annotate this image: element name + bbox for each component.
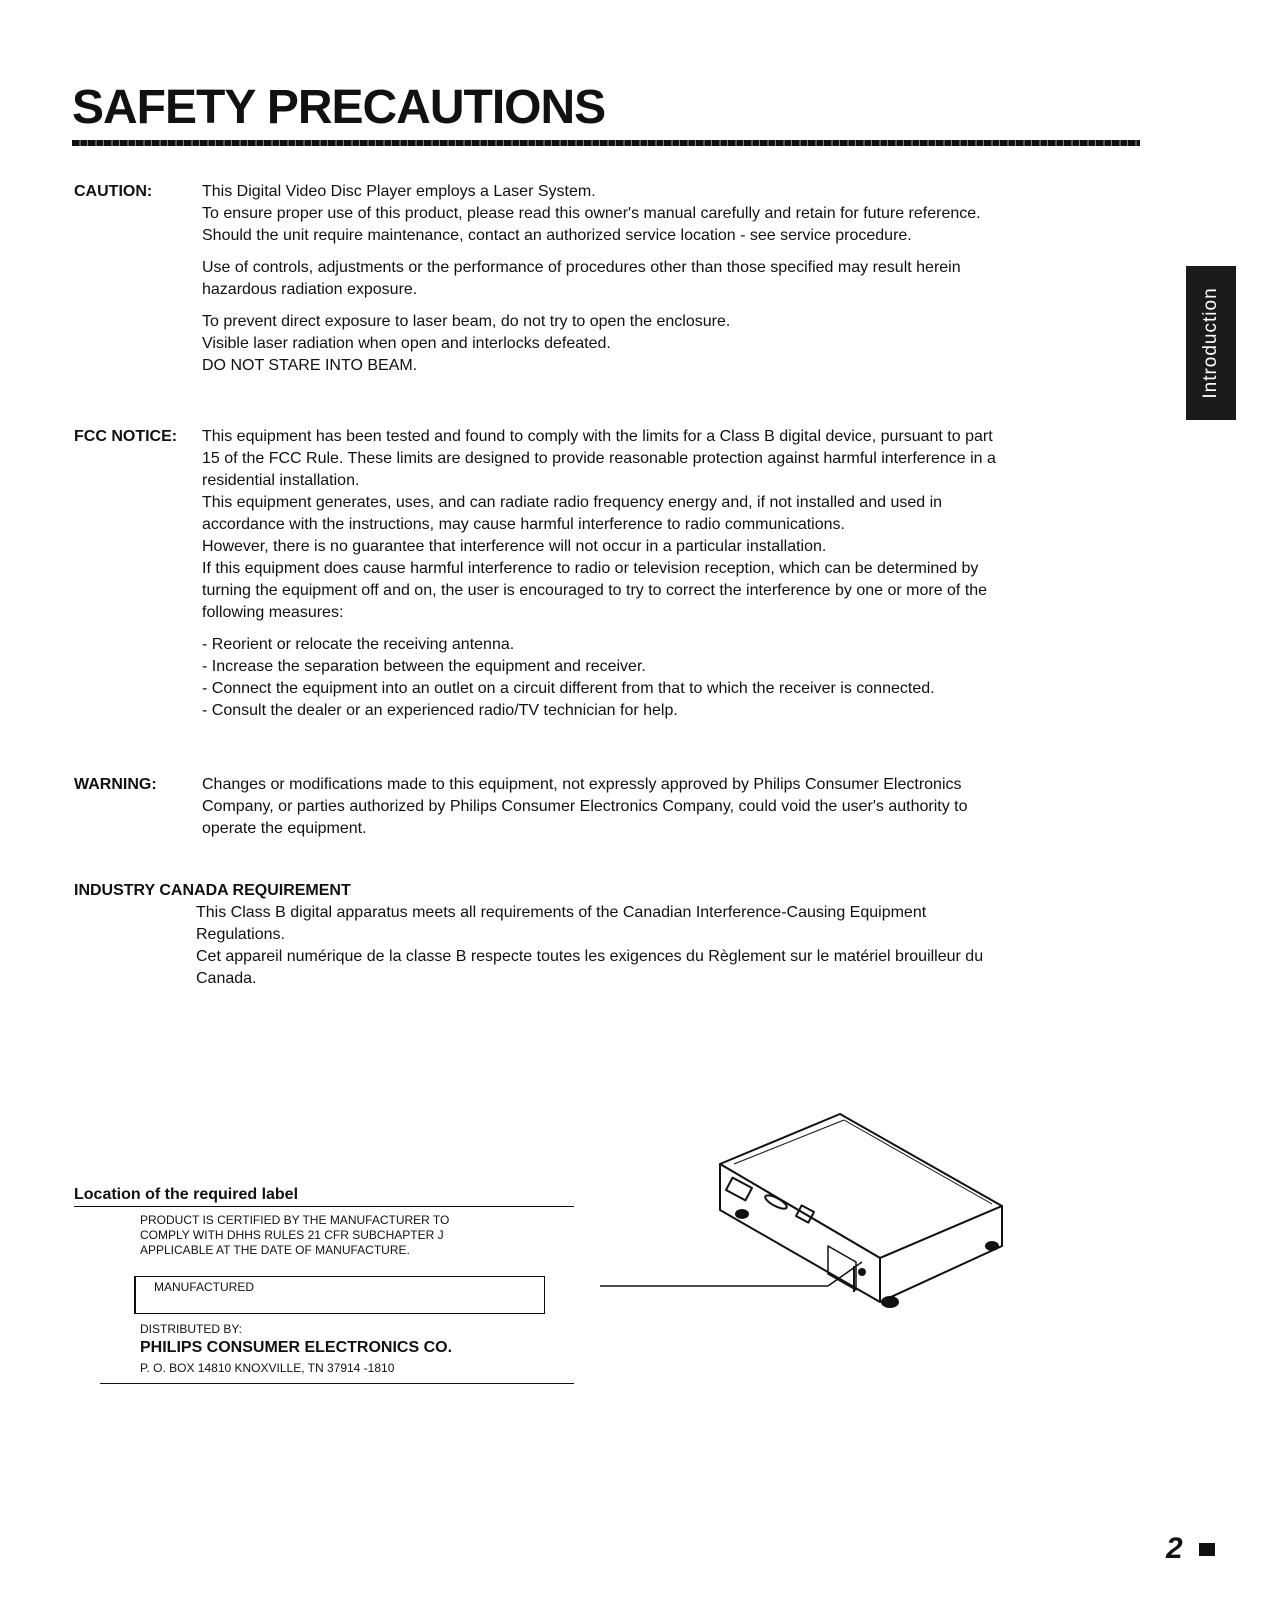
certification-text <box>140 1213 449 1258</box>
text-line: hazardous radiation exposure. <box>202 281 418 298</box>
text-line: This equipment generates, uses, and can radiate radio frequency energy and, if not installed and used in <box>202 494 943 511</box>
text-line: Company, or parties authorized by Philips Consumer Electronics Company, could void the user's authority to <box>202 798 968 815</box>
text-line: 15 of the FCC Rule. These limits are designed to provide reasonable protection against harmful interference in a <box>202 450 996 467</box>
warning-label: WARNING: <box>74 776 157 793</box>
industry-canada-label: INDUSTRY CANADA REQUIREMENT <box>74 882 351 899</box>
text-line: Visible laser radiation when open and interlocks defeated. <box>202 335 611 352</box>
caution-label: CAUTION: <box>74 183 153 200</box>
industry-canada-body <box>196 902 983 1000</box>
text-line: However, there is no guarantee that interference will not occur in a particular installation. <box>202 538 827 555</box>
section-tab-label: Introduction <box>1200 287 1221 399</box>
text-line: Changes or modifications made to this equipment, not expressly approved by Philips Consumer Electronics <box>202 776 962 793</box>
manufactured-box <box>134 1276 545 1314</box>
caution-paragraph-1 <box>202 181 981 247</box>
text-line: residential installation. <box>202 472 360 489</box>
text-line: Canada. <box>196 970 257 987</box>
caution-body <box>202 181 981 387</box>
divider <box>74 1206 574 1207</box>
company-address: P. O. BOX 14810 KNOXVILLE, TN 37914 -1810 <box>140 1361 395 1375</box>
caution-paragraph-3 <box>202 311 981 377</box>
text-line: following measures: <box>202 604 344 621</box>
list-item: - Connect the equipment into an outlet on a circuit different from that to which the receiver is connected. <box>202 680 935 697</box>
fcc-measures-list <box>202 634 996 722</box>
label-location-title: Location of the required label <box>74 1186 299 1203</box>
dvd-player-illustration <box>600 1106 1020 1336</box>
text-line: accordance with the instructions, may cause harmful interference to radio communications. <box>202 516 845 533</box>
page-marker <box>1199 1543 1215 1556</box>
company-name: PHILIPS CONSUMER ELECTRONICS CO. <box>140 1339 453 1356</box>
text-line: To ensure proper use of this product, please read this owner's manual carefully and retain for future reference. <box>202 205 981 222</box>
text-line: Cet appareil numérique de la classe B respecte toutes les exigences du Règlement sur le matériel brouilleur du <box>196 948 984 965</box>
caution-paragraph-2 <box>202 257 981 301</box>
page-title: SAFETY PRECAUTIONS <box>72 81 606 134</box>
text-line: If this equipment does cause harmful interference to radio or television reception, which can be determined by <box>202 560 979 577</box>
fcc-paragraph <box>202 426 996 624</box>
warning-paragraph <box>202 774 968 840</box>
distributed-by-label: DISTRIBUTED BY: <box>140 1322 243 1336</box>
list-item: - Reorient or relocate the receiving antenna. <box>202 636 515 653</box>
text-line: DO NOT STARE INTO BEAM. <box>202 357 418 374</box>
text-line: PRODUCT IS CERTIFIED BY THE MANUFACTURER TO <box>140 1213 450 1227</box>
fcc-label: FCC NOTICE: <box>74 428 178 445</box>
text-line: Should the unit require maintenance, contact an authorized service location - see service procedure. <box>202 227 912 244</box>
title-rule <box>72 140 1140 146</box>
section-tab <box>1186 266 1236 420</box>
text-line: Regulations. <box>196 926 285 943</box>
manufactured-label: MANUFACTURED <box>154 1280 255 1294</box>
divider <box>100 1383 574 1384</box>
text-line: This Digital Video Disc Player employs a Laser System. <box>202 183 596 200</box>
text-line: APPLICABLE AT THE DATE OF MANUFACTURE. <box>140 1243 410 1257</box>
list-item: - Consult the dealer or an experienced radio/TV technician for help. <box>202 702 678 719</box>
text-line: To prevent direct exposure to laser beam, do not try to open the enclosure. <box>202 313 731 330</box>
fcc-body <box>202 426 996 732</box>
industry-canada-paragraph <box>196 902 983 990</box>
text-line: This equipment has been tested and found to comply with the limits for a Class B digital device, pursuant to part <box>202 428 993 445</box>
list-item: - Increase the separation between the equipment and receiver. <box>202 658 646 675</box>
text-line: operate the equipment. <box>202 820 367 837</box>
warning-body <box>202 774 968 850</box>
text-line: This Class B digital apparatus meets all requirements of the Canadian Interference-Causing Equipment <box>196 904 927 921</box>
page-number: 2 <box>1166 1532 1183 1565</box>
text-line: COMPLY WITH DHHS RULES 21 CFR SUBCHAPTER J <box>140 1228 444 1242</box>
text-line: turning the equipment off and on, the user is encouraged to try to correct the interference by one or more of the <box>202 582 988 599</box>
text-line: Use of controls, adjustments or the performance of procedures other than those specified may result herein <box>202 259 961 276</box>
